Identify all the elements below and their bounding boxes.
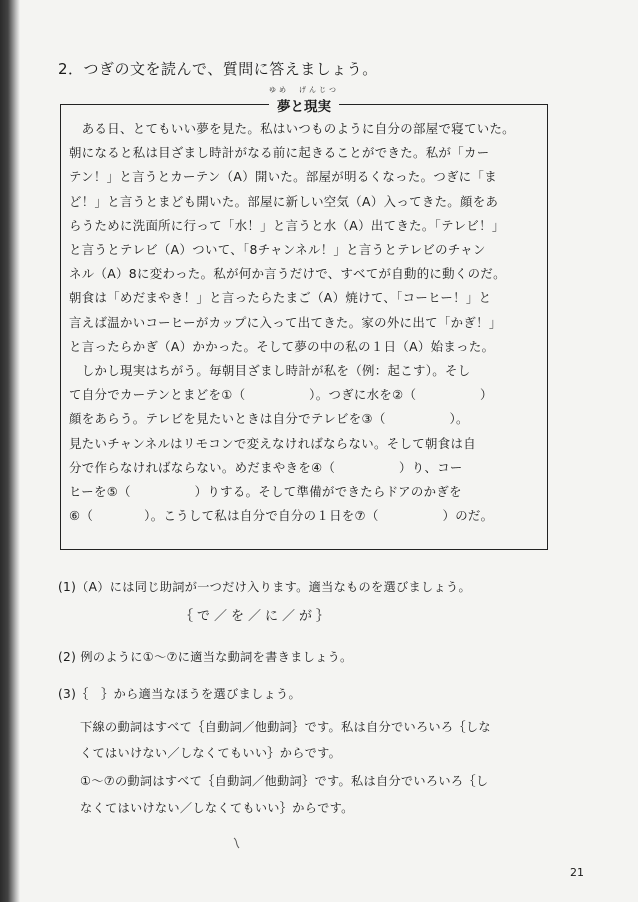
passage-line: 見たいチャンネルはリモコンで変えなければならない。そして朝食は自 bbox=[69, 435, 476, 451]
book-binding-edge bbox=[0, 0, 20, 902]
question-3-line: 下線の動詞はすべて｛自動詞／他動詞｝です。私は自分でいろいろ｛しな bbox=[80, 720, 491, 734]
passage-line: 朝になると私は目ざまし時計がなる前に起きることができた。私が「カー bbox=[69, 145, 490, 161]
passage-box bbox=[60, 86, 548, 550]
passage-line: ⑥（ ）。こうして私は自分で自分の１日を⑦（ ）のだ。 bbox=[69, 508, 494, 524]
question-3-line: ①～⑦の動詞はすべて｛自動詞／他動詞｝です。私は自分でいろいろ｛し bbox=[80, 774, 489, 788]
question-3-line: くてはいけない／しなくてもいい｝からです。 bbox=[80, 746, 342, 760]
question-3: (3)｛ ｝から適当なほうを選びましょう。 bbox=[58, 687, 301, 701]
passage-title-ruby: ゆめ げんじつ bbox=[269, 86, 339, 94]
passage-line: らうために洗面所に行って「水！」と言うと水（A）出てきた。「テレビ！」 bbox=[69, 217, 505, 233]
pencil-mark bbox=[232, 836, 242, 850]
passage-line: 顔をあらう。テレビを見たいときは自分でテレビを③（ ）。 bbox=[69, 411, 469, 427]
passage-line: て自分でカーテンとまどを①（ ）。つぎに水を②（ ） bbox=[69, 387, 493, 403]
passage-line: ど！」と言うとまども開いた。部屋に新しい空気（A）入ってきた。顔をあ bbox=[69, 193, 499, 209]
passage-title: 夢と現実 bbox=[269, 95, 339, 115]
passage-line: しかし現実はちがう。毎朝目ざまし時計が私を（例：起こす）。そし bbox=[69, 363, 471, 379]
passage-line: と言ったらかぎ（A）かかった。そして夢の中の私の１日（A）始まった。 bbox=[69, 338, 495, 354]
question-1: (1)（A）には同じ助詞が一つだけ入ります。適当なものを選びましょう。 bbox=[58, 580, 471, 594]
passage-line: と言うとテレビ（A）ついて、「8チャンネル！」と言うとテレビのチャン bbox=[69, 242, 486, 258]
page-number: 21 bbox=[570, 866, 584, 879]
passage-line: ヒーを⑤（ ）りする。そして準備ができたらドアのかぎを bbox=[69, 484, 462, 500]
question-2: (2) 例のように①～⑦に適当な動詞を書きましょう。 bbox=[58, 650, 353, 664]
passage-line: 朝食は「めだまやき！」と言ったらたまご（A）焼けて、「コーヒー！」と bbox=[69, 290, 492, 306]
question-heading: 2．つぎの文を読んで、質問に答えましょう。 bbox=[58, 60, 378, 78]
passage-line: 言えば温かいコーヒーがカップに入って出てきた。家の外に出て「かぎ！」 bbox=[69, 314, 502, 330]
passage-line: テン！」と言うとカーテン（A）開いた。部屋が明るくなった。つぎに「ま bbox=[69, 169, 498, 185]
passage-line: 分で作らなければならない。めだまやきを④（ ）り、コー bbox=[69, 459, 463, 475]
passage-line: ネル（A）8に変わった。私が何か言うだけで、すべてが自動的に動くのだ。 bbox=[69, 266, 506, 282]
passage-line: ある日、とてもいい夢を見た。私はいつものように自分の部屋で寝ていた。 bbox=[69, 121, 515, 136]
passage-text bbox=[69, 117, 541, 528]
question-3-line: なくてはいけない／しなくてもいい｝からです。 bbox=[80, 801, 354, 815]
particle-options: ｛で／を／に／が｝ bbox=[180, 609, 334, 624]
